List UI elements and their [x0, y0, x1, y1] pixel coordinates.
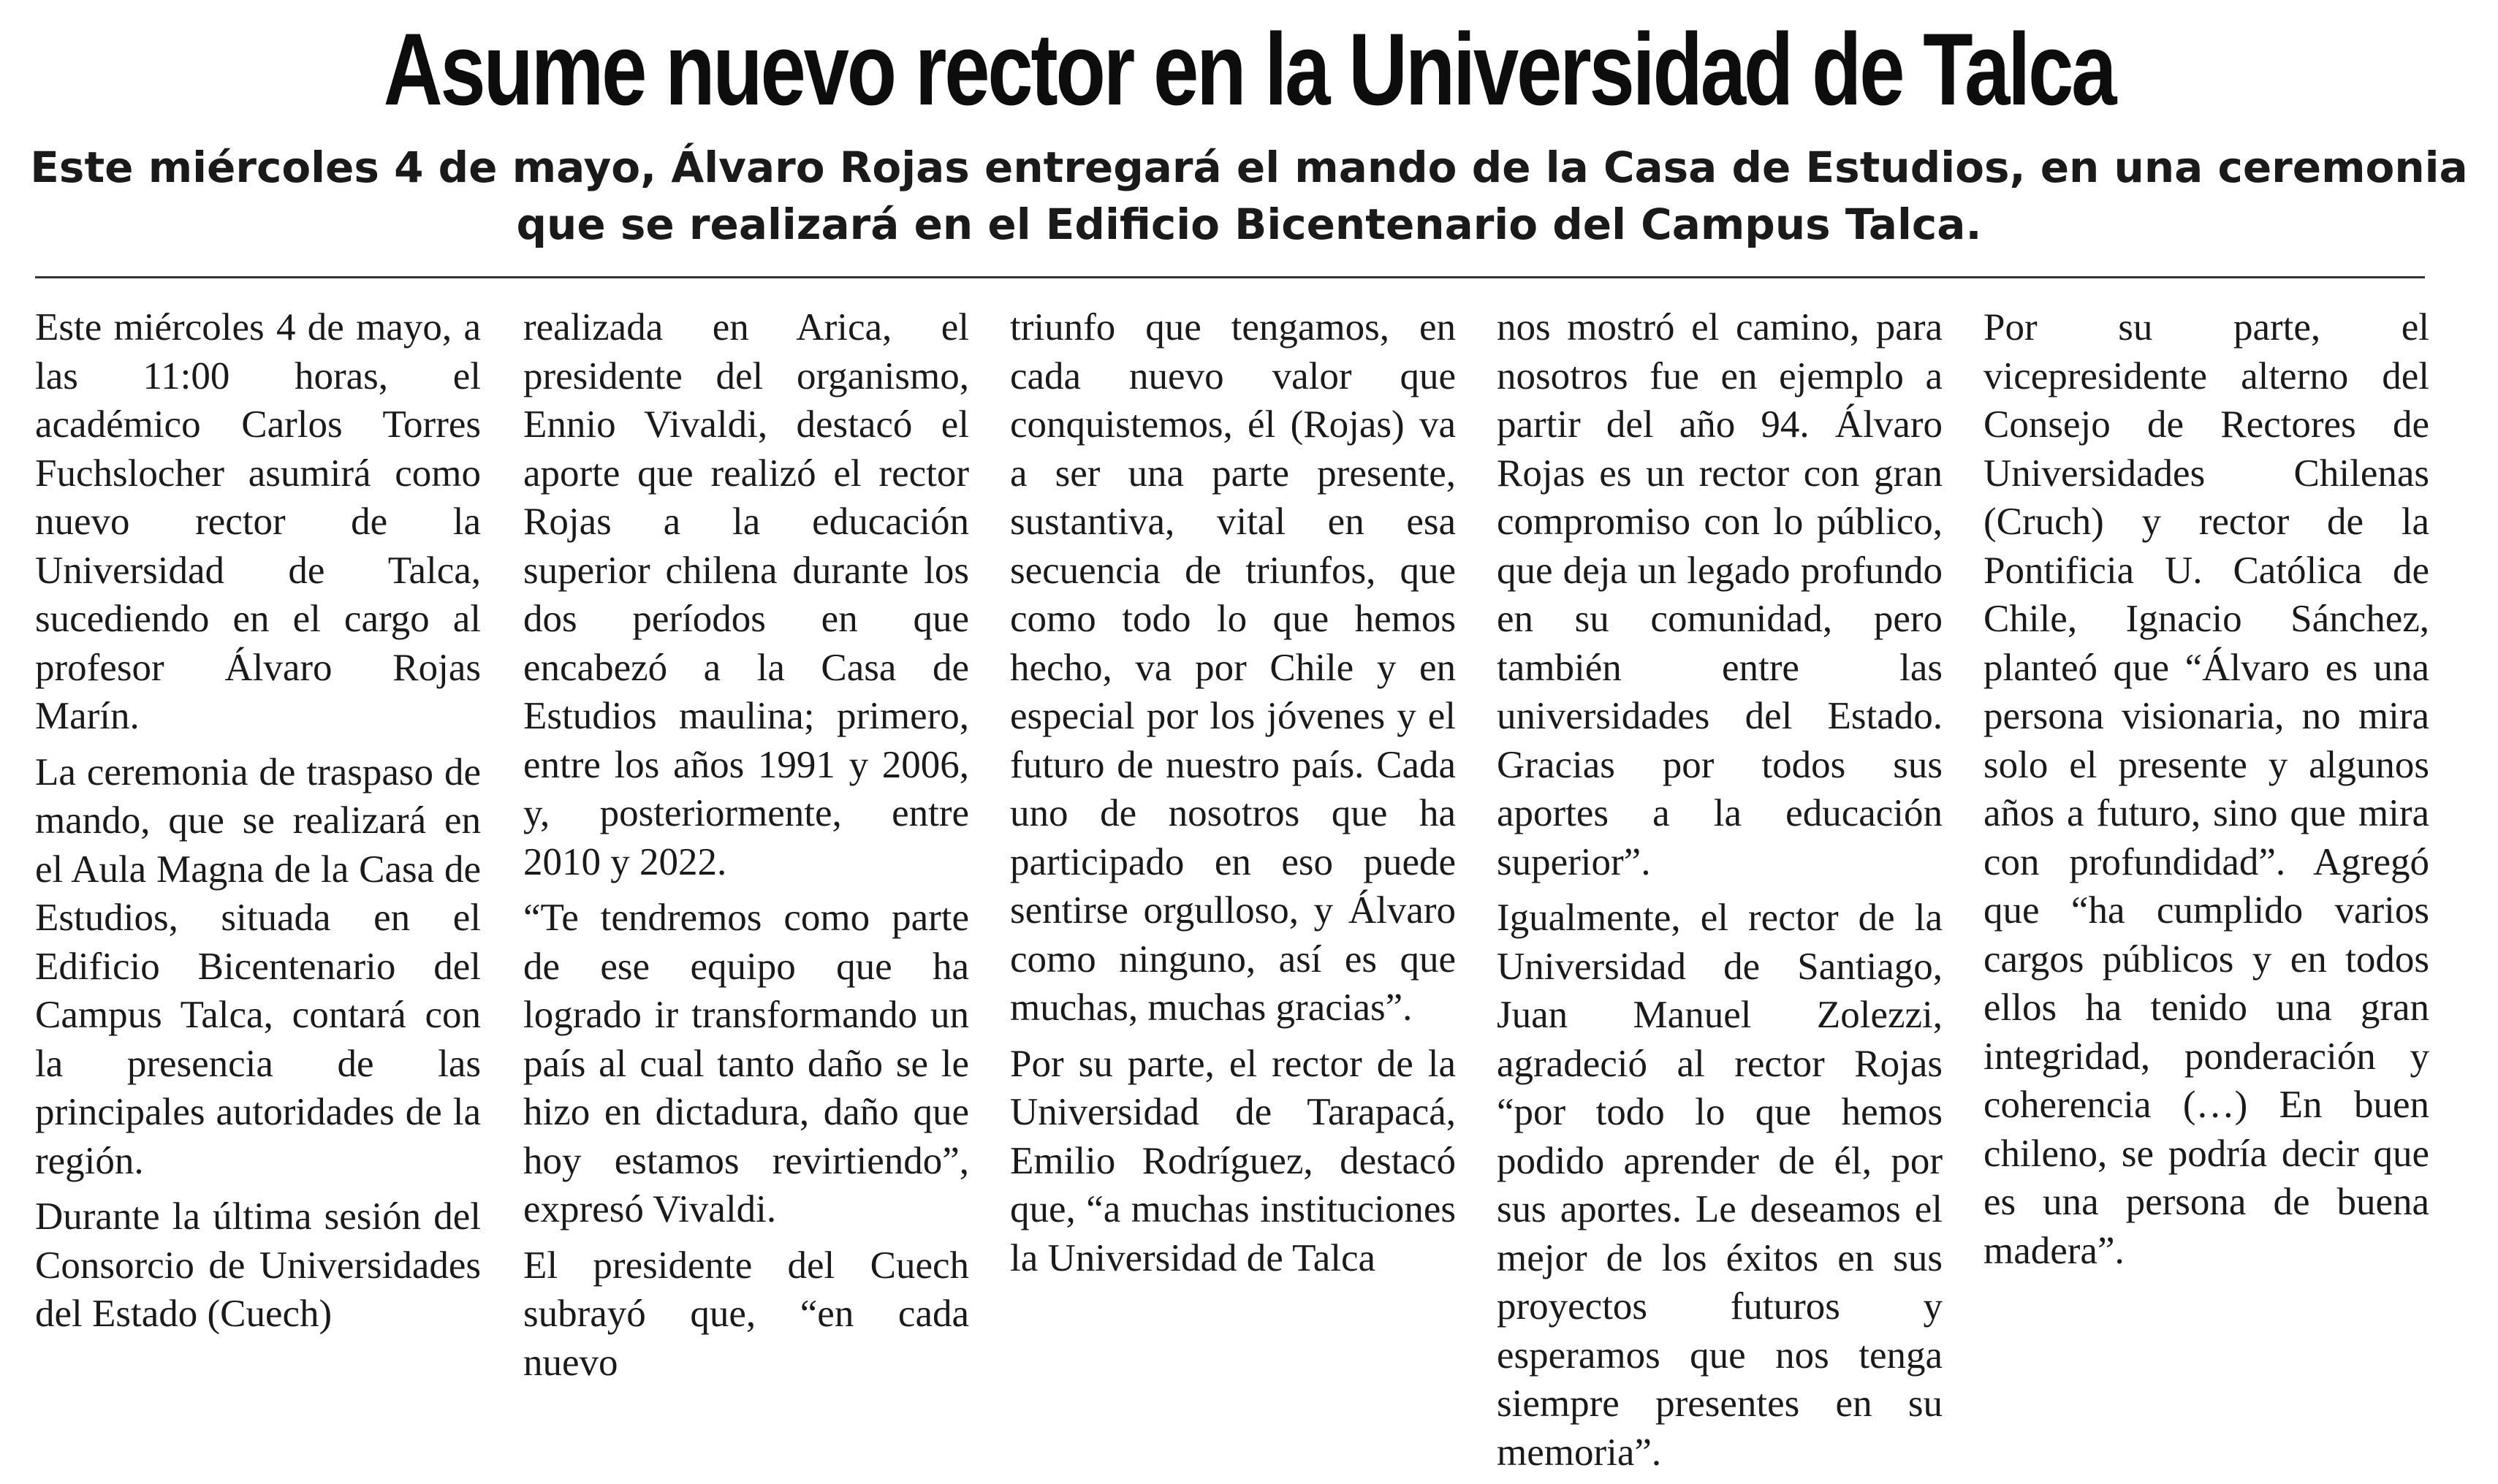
- header-divider: [35, 276, 2425, 278]
- paragraph: Este miércoles 4 de mayo, a las 11:00 horas, el académico Carlos Torres Fuchslocher asumirá como nuevo rector de la Universidad de Talca, sucediendo en el cargo al profesor Álvaro Rojas Marín.: [35, 306, 481, 737]
- paragraph: realizada en Arica, el presidente del organismo, Ennio Vivaldi, destacó el aporte que realizó el rector Rojas a la educación superior chilena durante los dos períodos en que encabezó a la Casa de Estudios maulina; primero, entre los años 1991 y 2006, y, posteriormente, entre 2010 y 2022.: [523, 306, 969, 883]
- article-headline: Asume nuevo rector en la Universidad de Talca: [383, 12, 2115, 126]
- paragraph: nos mostró el camino, para nosotros fue en ejemplo a partir del año 94. Álvaro Rojas es un rector con gran compromiso con lo público, que deja un legado profundo en su comunidad, pero también entre las universidades del Estado. Gracias por todos sus aportes a la educación superior”.: [1497, 306, 1943, 883]
- paragraph: Por su parte, el rector de la Universidad de Tarapacá, Emilio Rodríguez, destacó que, “a muchas instituciones la Universidad de Talca: [1010, 1042, 1456, 1279]
- paragraph: triunfo que tengamos, en cada nuevo valor que conquistemos, él (Rojas) va a ser una parte presente, sustantiva, vital en esa secuencia de triunfos, que como todo lo que hemos hecho, va por Chile y en especial por los jóvenes y el futuro de nuestro país. Cada uno de nosotros que ha participado en eso puede sentirse orgulloso, y Álvaro como ninguno, así es que muchas, muchas gracias”.: [1010, 306, 1456, 1029]
- article-column-3: [1010, 303, 1456, 1290]
- article-column-4: [1497, 303, 1943, 1484]
- paragraph: Igualmente, el rector de la Universidad de Santiago, Juan Manuel Zolezzi, agradeció al rector Rojas “por todo lo que hemos podido aprender de él, por sus aportes. Le deseamos el mejor de los éxitos en sus proyectos futuros y esperamos que nos tenga siempre presentes en su memoria”.: [1497, 897, 1943, 1474]
- paragraph: “Te tendremos como parte de ese equipo que ha logrado ir transformando un país al cual tanto daño se le hizo en dictadura, daño que hoy estamos revirtiendo”, expresó Vivaldi.: [523, 897, 969, 1230]
- paragraph: Durante la última sesión del Consorcio de Universidades del Estado (Cuech): [35, 1195, 481, 1335]
- article-column-1: [35, 303, 481, 1346]
- paragraph: La ceremonia de traspaso de mando, que se realizará en el Aula Magna de la Casa de Estudios, situada en el Edificio Bicentenario del Campus Talca, contará con la presencia de las principales autoridades de la región.: [35, 750, 481, 1182]
- article-subheadline: Este miércoles 4 de mayo, Álvaro Rojas entregará el mando de la Casa de Estudios, en una ceremonia que se realizará en el Edificio Bicentenario del Campus Talca.: [30, 142, 2468, 249]
- article-column-2: [523, 303, 969, 1394]
- paragraph: El presidente del Cuech subrayó que, “en cada nuevo: [523, 1244, 969, 1384]
- paragraph: Por su parte, el vicepresidente alterno del Consejo de Rectores de Universidades Chilenas (Cruch) y rector de la Pontificia U. Católica de Chile, Ignacio Sánchez, planteó que “Álvaro es una persona visionaria, no mira solo el presente y algunos años a futuro, sino que mira con profundidad”. Agregó que “ha cumplido varios cargos públicos y en todos ellos ha tenido una gran integridad, ponderación y coherencia (…) En buen chileno, se podría decir que es una persona de buena madera”.: [1983, 306, 2429, 1272]
- article-column-5: [1983, 303, 2429, 1282]
